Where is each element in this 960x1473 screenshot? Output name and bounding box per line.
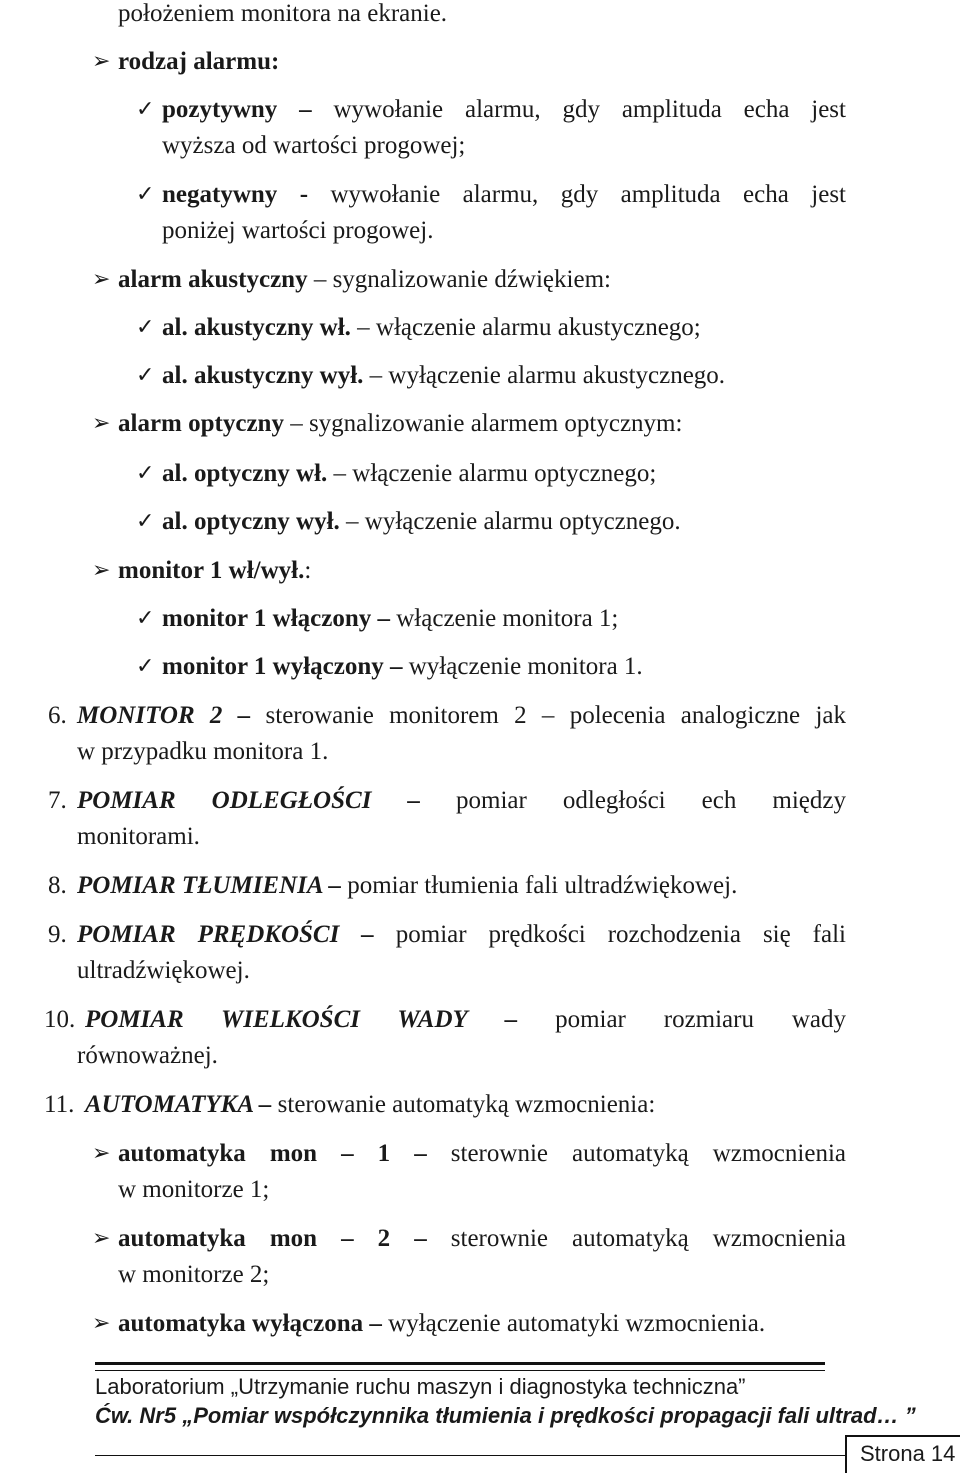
text-line: równoważnej. [77, 1042, 218, 1069]
definition: – włączenie alarmu optycznego; [327, 460, 657, 487]
arrow-bullet-icon: ➢ [92, 1311, 111, 1336]
item-number: 9. [48, 921, 67, 948]
list-item-pomiar-wielkosci-wady [85, 1002, 846, 1038]
checkmark-icon: ✓ [136, 97, 155, 122]
definition: – wyłączenie alarmu akustycznego. [363, 362, 726, 389]
definition: wyłączenie automatyki wzmocnienia. [381, 1310, 766, 1337]
text-line: poniżej wartości progowej. [162, 217, 434, 244]
item-number: 8. [48, 872, 67, 899]
checkmark-icon: ✓ [136, 315, 155, 340]
definition: pomiar tłumienia fali ultradźwiękowej. [340, 872, 738, 899]
definition: sterownie automatyką wzmocnienia [426, 1225, 846, 1252]
text-line: w monitorze 1; [118, 1176, 270, 1203]
checkmark-icon: ✓ [136, 182, 155, 207]
term: al. optyczny wył. [162, 508, 340, 535]
term: al. akustyczny wł. [162, 314, 351, 341]
definition: : [304, 557, 312, 584]
list-item-automatyka-wylaczona [118, 1306, 765, 1342]
text-line: położeniem monitora na ekranie. [118, 0, 448, 27]
term: MONITOR 2 – [77, 702, 251, 729]
term: negatywny - [162, 181, 309, 208]
list-item-automatyka-mon-2 [118, 1221, 846, 1257]
bottom-rule [95, 1455, 845, 1456]
list-item-monitor-1-wyl [162, 649, 643, 685]
text-line: w monitorze 2; [118, 1261, 270, 1288]
term: automatyka mon – 2 – [118, 1225, 427, 1252]
definition: sterowanie monitorem 2 – polecenia analogiczne jak [250, 702, 846, 729]
definition: – wyłączenie alarmu optycznego. [339, 508, 681, 535]
list-item-akustyczny-wl [162, 310, 701, 346]
list-item-monitor-1 [118, 553, 311, 589]
text-line: wyższa od wartości progowej; [162, 132, 466, 159]
definition: – sygnalizowanie alarmem optycznym: [283, 410, 683, 437]
list-item-alarm-akustyczny [118, 262, 611, 298]
definition: pomiar rozmiaru wady [517, 1006, 846, 1033]
footer-lab-title: Laboratorium „Utrzymanie ruchu maszyn i diagnostyka techniczna” [95, 1374, 746, 1399]
definition: włączenie monitora 1; [390, 605, 619, 632]
checkmark-icon: ✓ [136, 461, 155, 486]
list-item-pomiar-odleglosci [77, 783, 846, 819]
arrow-bullet-icon: ➢ [92, 49, 111, 74]
checkmark-icon: ✓ [136, 509, 155, 534]
term: automatyka mon – 1 – [118, 1140, 427, 1167]
definition: sterowanie automatyką wzmocnienia: [271, 1091, 656, 1118]
list-item-pomiar-predkosci [77, 917, 846, 953]
term: al. optyczny wł. [162, 460, 328, 487]
heading-rodzaj-alarmu: rodzaj alarmu: [118, 48, 280, 75]
page-number: Strona 14 [860, 1441, 956, 1466]
definition: pomiar odległości ech między [419, 787, 846, 814]
list-item-pomiar-tlumienia [77, 868, 737, 904]
definition: wywołanie alarmu, gdy amplituda echa jest [311, 96, 846, 123]
definition: – sygnalizowanie dźwiękiem: [307, 266, 611, 293]
term: monitor 1 włączony – [162, 605, 390, 632]
definition: wywołanie alarmu, gdy amplituda echa jest [308, 181, 846, 208]
definition: – włączenie alarmu akustycznego; [350, 314, 701, 341]
term: al. akustyczny wył. [162, 362, 364, 389]
list-item-optyczny-wyl [162, 504, 681, 540]
list-item-akustyczny-wyl [162, 358, 725, 394]
arrow-bullet-icon: ➢ [92, 558, 111, 583]
term: POMIAR PRĘDKOŚCI – [77, 921, 374, 948]
arrow-bullet-icon: ➢ [92, 411, 111, 436]
list-item-pozytywny [162, 92, 846, 128]
term: alarm akustyczny [118, 266, 308, 293]
arrow-bullet-icon: ➢ [92, 1141, 111, 1166]
definition: wyłączenie monitora 1. [402, 653, 643, 680]
list-item-negatywny [162, 177, 846, 213]
term: automatyka wyłączona – [118, 1310, 382, 1337]
term: POMIAR ODLEGŁOŚCI – [77, 787, 420, 814]
footer-exercise-title: Ćw. Nr5 „Pomiar współczynnika tłumienia i prędkości propagacji fali ultrad… ” [95, 1403, 916, 1428]
term: AUTOMATYKA – [85, 1091, 272, 1118]
item-number: 6. [48, 702, 67, 729]
text-line: monitorami. [77, 823, 200, 850]
list-item-automatyka-mon-1 [118, 1136, 846, 1172]
term: monitor 1 wł/wył. [118, 557, 305, 584]
text-line: w przypadku monitora 1. [77, 738, 329, 765]
item-number: 11. [44, 1091, 75, 1118]
checkmark-icon: ✓ [136, 654, 155, 679]
term: alarm optyczny [118, 410, 284, 437]
term: monitor 1 wyłączony – [162, 653, 403, 680]
term: POMIAR WIELKOŚCI WADY – [85, 1006, 518, 1033]
list-item-alarm-optyczny [118, 406, 682, 442]
list-item-optyczny-wl [162, 456, 656, 492]
term: POMIAR TŁUMIENIA – [77, 872, 341, 899]
item-number: 10. [44, 1006, 76, 1033]
list-item-automatyka [85, 1087, 655, 1123]
arrow-bullet-icon: ➢ [92, 267, 111, 292]
arrow-bullet-icon: ➢ [92, 1226, 111, 1251]
item-number: 7. [48, 787, 67, 814]
list-item-monitor-1-wl [162, 601, 618, 637]
term: pozytywny – [162, 96, 312, 123]
footer-rule [95, 1362, 825, 1371]
checkmark-icon: ✓ [136, 606, 155, 631]
definition: pomiar prędkości rozchodzenia się fali [373, 921, 846, 948]
definition: sterownie automatyką wzmocnienia [426, 1140, 846, 1167]
checkmark-icon: ✓ [136, 363, 155, 388]
text-line: ultradźwiękowej. [77, 957, 250, 984]
list-item-monitor-2 [77, 698, 846, 734]
